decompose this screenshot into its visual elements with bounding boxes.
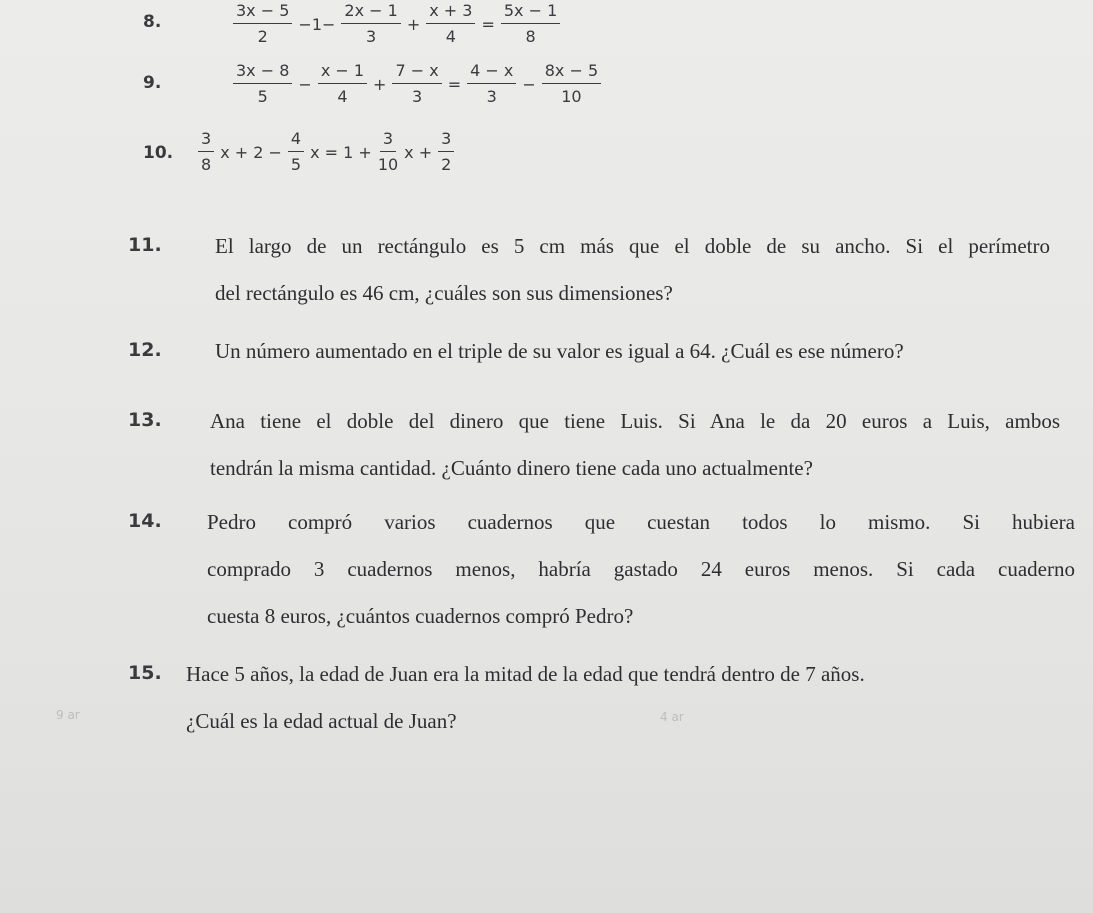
numerator: 2x − 1: [341, 2, 400, 24]
fraction: [233, 62, 292, 107]
numerator: 3: [198, 130, 214, 152]
fraction: [542, 62, 601, 107]
denominator: 4: [337, 87, 348, 107]
problem-text-line: del rectángulo es 46 cm, ¿cuáles son sus dimensiones?: [215, 281, 673, 305]
problem-text-line: tendrán la misma cantidad. ¿Cuánto dinero tiene cada uno actualmente?: [210, 456, 813, 480]
numerator: 3: [438, 130, 454, 152]
operator: −: [298, 74, 312, 94]
fraction: [467, 62, 516, 107]
denominator: 3: [411, 87, 423, 107]
problem-number-14: 14.: [128, 510, 162, 532]
denominator: 3: [366, 27, 377, 47]
problem-15: [186, 651, 1081, 745]
operator: x + 2 −: [220, 142, 282, 162]
denominator: 8: [201, 155, 212, 175]
numerator: 8x − 5: [542, 62, 601, 84]
equation-10: [195, 130, 457, 175]
fraction: [426, 2, 475, 47]
equation-9: [230, 62, 604, 107]
numerator: 4: [288, 130, 304, 152]
numerator: 7 − x: [392, 62, 441, 84]
denominator: 4: [445, 27, 456, 47]
problem-number-15: 15.: [128, 662, 162, 684]
operator: +: [373, 74, 387, 94]
problem-number-13: 13.: [128, 409, 162, 431]
numerator: 5x − 1: [501, 2, 560, 24]
problem-number-9: 9.: [143, 73, 162, 93]
operator: =: [447, 74, 462, 94]
problem-number-10: 10.: [143, 143, 174, 163]
problem-13: [210, 398, 1060, 492]
problem-text-line: cuesta 8 euros, ¿cuántos cuadernos compró Pedro?: [207, 604, 634, 628]
operator: x +: [404, 142, 433, 162]
problem-number-8: 8.: [143, 12, 162, 32]
problem-text-line: Pedro compró varios cuadernos que cuestan todos lo mismo. Si hubiera: [207, 510, 1075, 534]
denominator: 2: [257, 27, 268, 47]
denominator: 10: [377, 155, 399, 175]
denominator: 2: [441, 155, 452, 175]
operator: −: [522, 74, 536, 94]
fraction: [392, 62, 441, 107]
denominator: 8: [525, 27, 536, 47]
problem-text-line: El largo de un rectángulo es 5 cm más que el doble de su ancho. Si el perímetro: [215, 234, 1050, 258]
denominator: 3: [486, 87, 497, 107]
numerator: x + 3: [426, 2, 475, 24]
pencil-mark: 4 ar: [660, 710, 684, 724]
problem-text-line: Ana tiene el doble del dinero que tiene Luis. Si Ana le da 20 euros a Luis, ambos: [210, 409, 1060, 433]
fraction: [318, 62, 367, 107]
fraction: [288, 130, 304, 175]
pencil-mark: 9 ar: [56, 708, 80, 722]
fraction: [198, 130, 214, 175]
numerator: 3: [380, 130, 396, 152]
numerator: x − 1: [318, 62, 367, 84]
numerator: 3x − 5: [233, 2, 292, 24]
problem-number-11: 11.: [128, 234, 162, 256]
denominator: 10: [561, 87, 582, 107]
problem-number-12: 12.: [128, 339, 162, 361]
fraction: [378, 130, 398, 175]
denominator: 5: [290, 155, 302, 175]
operator: =: [481, 14, 495, 34]
problem-text-line: ¿Cuál es la edad actual de Juan?: [186, 709, 457, 733]
problem-12: [215, 328, 1065, 375]
numerator: 3x − 8: [233, 62, 292, 84]
fraction: [233, 2, 292, 47]
fraction: [341, 2, 400, 47]
denominator: 5: [257, 87, 268, 107]
operator: −1−: [298, 14, 336, 34]
problem-text-line: Un número aumentado en el triple de su valor es igual a 64. ¿Cuál es ese número?: [215, 339, 904, 363]
equation-8: [230, 2, 563, 47]
problem-11: [215, 223, 1050, 317]
problem-14: [207, 499, 1075, 640]
fraction: [501, 2, 560, 47]
numerator: 4 − x: [467, 62, 516, 84]
operator: x = 1 +: [310, 142, 372, 162]
fraction: [438, 130, 454, 175]
problem-text-line: comprado 3 cuadernos menos, habría gastado 24 euros menos. Si cada cuaderno: [207, 557, 1075, 581]
problem-text-line: Hace 5 años, la edad de Juan era la mitad de la edad que tendrá dentro de 7 años.: [186, 662, 865, 686]
operator: +: [406, 14, 421, 34]
